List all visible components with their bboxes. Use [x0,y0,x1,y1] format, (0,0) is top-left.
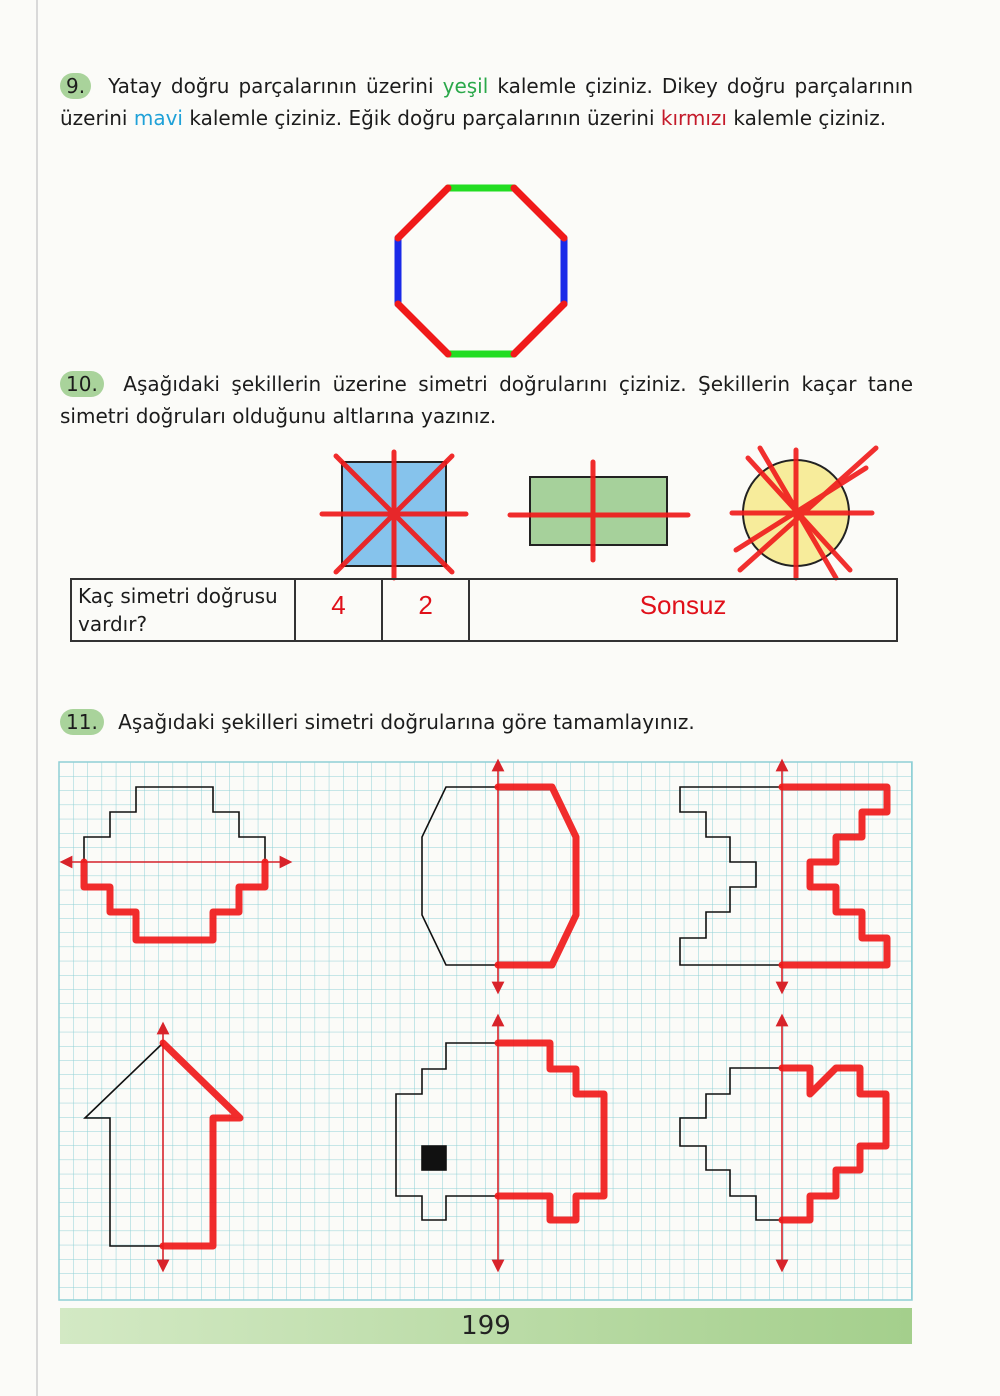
circle-sym-3 [740,448,876,570]
page-footer-bar [60,1308,912,1344]
q9-green-word: yeşil [442,74,489,98]
shape1-completion [84,862,265,940]
octagon-diag-3 [398,304,448,354]
octagon-diag-4 [398,188,448,238]
shape6-completion [782,1068,886,1220]
grid-background [59,762,912,1300]
shape5-black-square [422,1146,446,1170]
q10-body: Aşağıdaki şekillerin üzerine simetri doğrularını çiziniz. Şekillerin kaçar tane simetri doğruları olduğunu altlarına yazınız. [60,372,914,428]
square-sym-diag-2 [336,456,452,572]
symmetry-answer-table [70,578,898,642]
rectangle-shape [530,477,667,545]
shape4-completion [163,1043,240,1246]
shape1-given [84,787,265,862]
square-sym-diag-1 [336,456,452,572]
octagon-diag-2 [514,304,564,354]
question-9-number: 9. [60,73,91,99]
q9-red-word: kırmızı [660,106,727,130]
q11-body: Aşağıdaki şekilleri simetri doğrularına göre tamamlayınız. [118,710,695,734]
question-9-text [60,70,913,134]
circle-sym-4 [748,458,850,570]
q9-part3: kalemle çiziniz. Eğik doğru parçalarının üzerini [189,106,655,130]
q9-part2: kalemle çiziniz. Dikey doğru parçalarının üzerini [60,74,914,130]
shape3-completion [782,787,887,965]
circle-sym-6 [736,468,866,550]
circle-shape [743,460,849,566]
shape5-completion [498,1043,604,1220]
shape4-given [85,1043,163,1246]
octagon-diag-1 [514,188,564,238]
q9-blue-word: mavi [133,106,183,130]
page-margin-line [36,0,38,1396]
answer-circle: Sonsuz [469,579,897,641]
shape6-given [680,1068,782,1220]
question-10-text [60,368,913,432]
q9-part4: kalemle çiziniz. [733,106,887,130]
q9-lead: Yatay doğru parçalarının üzerini [108,74,434,98]
shape5-given [396,1043,498,1220]
circle-sym-5 [760,448,836,578]
question-11-number: 11. [60,709,104,735]
shape3-given [680,787,782,965]
square-shape [342,462,446,566]
answer-table-label: Kaç simetri doğrusu vardır? [71,579,295,641]
page-number: 199 [461,1311,511,1341]
shape2-completion [498,787,576,965]
answer-square: 4 [295,579,382,641]
answer-rectangle: 2 [382,579,469,641]
question-11-text [60,706,913,738]
question-10-number: 10. [60,371,104,397]
shape2-given [422,787,498,965]
